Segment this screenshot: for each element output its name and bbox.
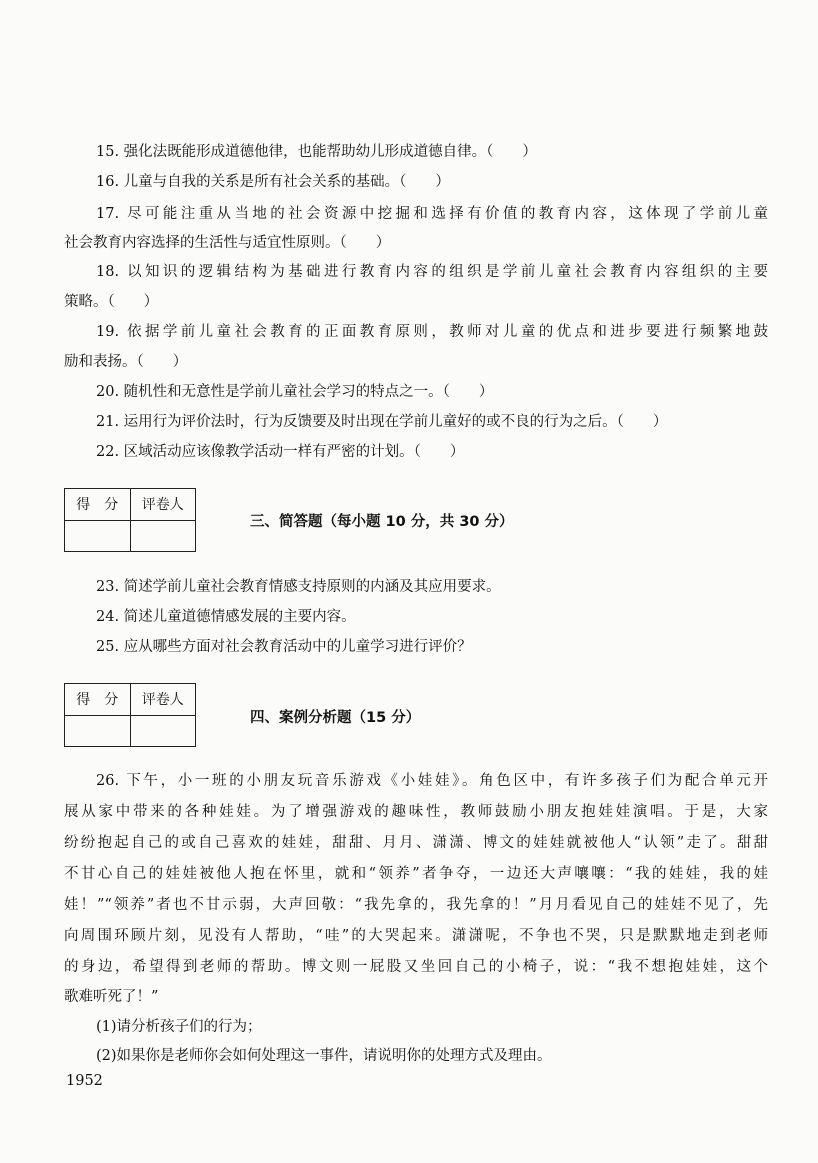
question-18-line-2: 策略。（ ） — [64, 294, 159, 310]
case-line-5: 娃！”“领养”者也不甘示弱，大声回敬：“我先拿的，我先拿的！”月月看见自己的娃娃不见了，先 — [64, 897, 768, 913]
question-23: 23. 简述学前儿童社会教育情感支持原则的内涵及其应用要求。 — [96, 579, 501, 595]
score-label: 得 分 — [65, 489, 131, 521]
grader-cell[interactable] — [130, 715, 196, 747]
score-cell[interactable] — [65, 520, 131, 552]
case-line-3: 纷纷抱起自己的或自己喜欢的娃娃，甜甜、月月、潇潇、博文的娃娃就被他人“认领”走了。甜甜 — [64, 835, 768, 851]
case-line-7: 的身边，希望得到老师的帮助。博文则一屁股又坐回自己的小椅子，说：“我不想抱娃娃，这个 — [64, 959, 768, 975]
question-17-line-1: 17. 尽可能注重从当地的社会资源中挖掘和选择有价值的教育内容，这体现了学前儿童 — [96, 206, 768, 222]
section-3-title: 三、简答题（每小题 10 分，共 30 分） — [250, 514, 514, 530]
score-box-section-3 — [64, 488, 196, 552]
question-17-line-2: 社会教育内容选择的生活性与适宜性原则。（ ） — [64, 235, 391, 251]
question-20: 20. 随机性和无意性是学前儿童社会学习的特点之一。（ ） — [96, 384, 494, 400]
question-19-line-2: 励和表扬。（ ） — [64, 354, 188, 370]
score-cell[interactable] — [65, 715, 131, 747]
question-24: 24. 简述儿童道德情感发展的主要内容。 — [96, 609, 356, 625]
score-box-section-4 — [64, 683, 196, 747]
question-16: 16. 儿童与自我的关系是所有社会关系的基础。（ ） — [96, 174, 450, 190]
score-label: 得 分 — [65, 684, 131, 716]
case-line-4: 不甘心自己的娃娃被他人抱在怀里，就和“领养”者争夺，一边还大声嚷嚷：“我的娃娃，我的娃 — [64, 866, 768, 882]
question-22: 22. 区域活动应该像教学活动一样有严密的计划。（ ） — [96, 444, 465, 460]
question-21: 21. 运用行为评价法时，行为反馈要及时出现在学前儿童好的或不良的行为之后。（ ） — [96, 414, 668, 430]
grader-label: 评卷人 — [130, 684, 196, 716]
sub-question-2: (2)如果你是老师你会如何处理这一事件，请说明你的处理方式及理由。 — [96, 1048, 552, 1064]
section-4-title: 四、案例分析题（15 分） — [250, 710, 421, 726]
case-line-1: 26. 下午，小一班的小朋友玩音乐游戏《小娃娃》。角色区中，有许多孩子们为配合单元开 — [96, 773, 768, 789]
question-19-line-1: 19. 依据学前儿童社会教育的正面教育原则，教师对儿童的优点和进步要进行频繁地鼓 — [96, 324, 768, 340]
case-line-6: 向周围环顾片刻，见没有人帮助，“哇”的大哭起来。潇潇呢，不争也不哭，只是默默地走到老师 — [64, 928, 768, 944]
grader-cell[interactable] — [130, 520, 196, 552]
grader-label: 评卷人 — [130, 489, 196, 521]
case-line-2: 展从家中带来的各种娃娃。为了增强游戏的趣味性，教师鼓励小朋友抱娃娃演唱。于是，大家 — [64, 804, 768, 820]
page-number: 1952 — [66, 1073, 103, 1089]
case-line-8: 歌难听死了！” — [64, 989, 159, 1005]
question-25: 25. 应从哪些方面对社会教育活动中的儿童学习进行评价？ — [96, 639, 472, 655]
question-15: 15. 强化法既能形成道德他律，也能帮助幼儿形成道德自律。（ ） — [96, 144, 537, 160]
sub-question-1: (1)请分析孩子们的行为； — [96, 1019, 262, 1035]
question-18-line-1: 18. 以知识的逻辑结构为基础进行教育内容的组织是学前儿童社会教育内容组织的主要 — [96, 264, 768, 280]
